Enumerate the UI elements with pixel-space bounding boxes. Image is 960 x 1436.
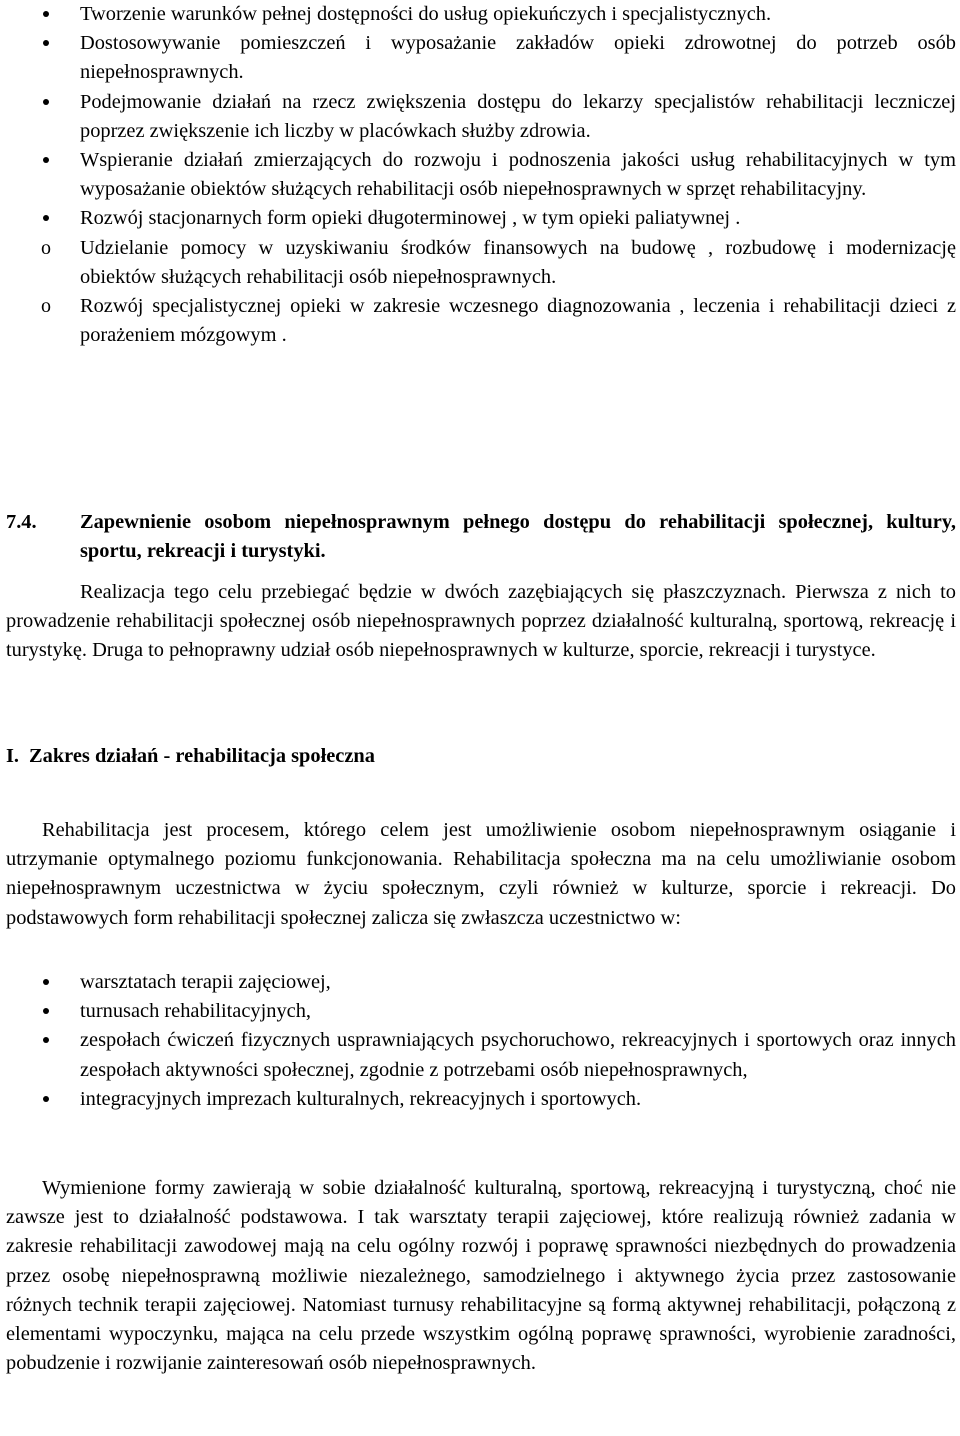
list-item: zespołach ćwiczeń fizycznych usprawniających psychoruchowo, rekreacyjnych i sportowych oraz innych zespołach aktywności społecznej, zgodnie z potrzebami osób niepełnosprawnych, — [80, 1029, 956, 1081]
list-item: Podejmowanie działań na rzecz zwiększenia dostępu do lekarzy specjalistów rehabilitacji leczniczej poprzez zwiększenie ich liczby w placówkach służby zdrowia. — [80, 90, 956, 142]
list-item: Dostosowywanie pomieszczeń i wyposażanie zakładów opieki zdrowotnej do potrzeb osób niepełnosprawnych. — [80, 32, 956, 84]
top-list — [6, 0, 956, 350]
list-item: integracyjnych imprezach kulturalnych, rekreacyjnych i sportowych. — [80, 1087, 642, 1110]
list-item: Rozwój stacjonarnych form opieki długoterminowej , w tym opieki paliatywnej . — [80, 207, 741, 230]
section-title: Zakres działań - rehabilitacja społeczna — [29, 745, 375, 767]
hollow-bullet-icon: o — [41, 236, 51, 259]
section-number: I. — [6, 745, 20, 767]
section-number: 7.4. — [6, 511, 37, 533]
list-item: turnusach rehabilitacyjnych, — [80, 1000, 312, 1023]
section-I-paragraph: Rehabilitacja jest procesem, którego celem jest umożliwienie osobom niepełnosprawnym osiąganie i utrzymanie optymalnego poziomu funkcjonowania. Rehabilitacja społeczna ma na celu umożliwianie osobom niepełnosprawnym uczestnictwa w życiu społecznym, czyli również w kulturze, sporcie i rekreacji. Do podstawowych form rehabilitacji społecznej zalicza się zwłaszcza uczestnictwo w: — [6, 819, 956, 929]
list-item: Wspieranie działań zmierzających do rozwoju i podnoszenia jakości usług rehabilitacyjnych w tym wyposażanie obiektów służących rehabilitacji osób niepełnosprawnych w sprzęt rehabilitacyjny. — [80, 149, 956, 201]
section-heading-7-4 — [6, 508, 956, 566]
hollow-bullet-icon: o — [41, 295, 51, 318]
list-item: o Udzielanie pomocy w uzyskiwaniu środków finansowych na budowę , rozbudowę i modernizację obiektów służących rehabilitacji osób niepełnosprawnych. — [6, 234, 956, 292]
section-heading-I — [6, 742, 956, 771]
list-item: warsztatach terapii zajęciowej, — [80, 971, 331, 993]
list-item: o Rozwój specjalistycznej opieki w zakresie wczesnego diagnozowania , leczenia i rehabilitacji dzieci z porażeniem mózgowym . — [6, 292, 956, 350]
list-item: Tworzenie warunków pełnej dostępności do usług opiekuńczych i specjalistycznych. — [80, 3, 772, 25]
section-title: Zapewnienie osobom niepełnosprawnym pełnego dostępu do rehabilitacji społecznej, kultury, sportu, rekreacji i turystyki. — [80, 511, 956, 563]
section-7-4-paragraph: Realizacja tego celu przebiegać będzie w dwóch zazębiających się płaszczyznach. Pierwsza z nich to prowadzenie rehabilitacji społecznej osób niepełnosprawnych poprzez działalność kulturalną, sportową, rekreację i turystykę. Druga to pełnoprawny udział osób niepełnosprawnych w kulturze, sporcie, rekreacji i turystyce. — [6, 581, 956, 662]
section-I-list — [6, 968, 956, 1114]
section-I-closing-paragraph: Wymienione formy zawierają w sobie działalność kulturalną, sportową, rekreacyjną i turystyczną, choć nie zawsze jest to działalność podstawowa. I tak warsztaty terapii zajęciowej, które realizują również zadania w zakresie rehabilitacji zawodowej mają na celu ogólny rozwój i poprawę sprawności niezbędnych do prowadzenia przez osobę niepełnosprawną możliwie niezależnego, samodzielnego i aktywnego życia przez zastosowanie różnych technik terapii zajęciowej. Natomiast turnusy rehabilitacyjne są formą aktywnej rehabilitacji, połączoną z elementami wypoczynku, mająca na celu przede wszystkim ogólną poprawę sprawności, wyrobienie zaradności, pobudzenie i rozwijanie zainteresowań osób niepełnosprawnych. — [6, 1177, 956, 1375]
